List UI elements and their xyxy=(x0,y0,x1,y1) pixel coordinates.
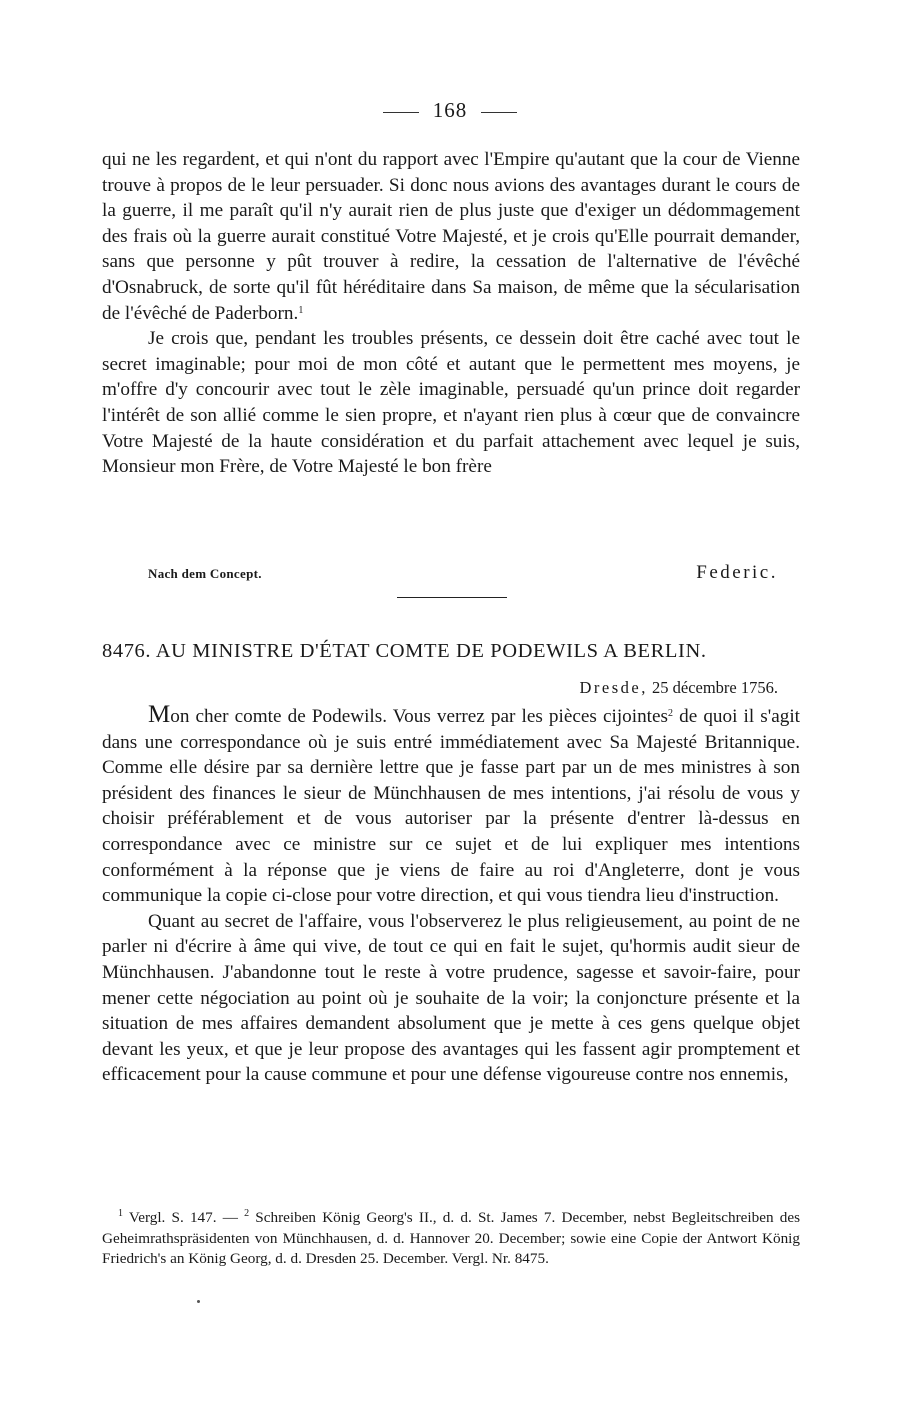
footnote-text: Schreiben König Georg's II., d. d. St. James 7. December, nebst Begleitschreiben des Geheimrathspräsidenten von Münchhausen, d. d. Hannover 20. December; sowie eine Copie der Antwort König Friedrich's an König Georg, d. d. Dresden 25. December. Vergl. Nr. 8475. xyxy=(102,1209,800,1267)
place-date xyxy=(580,678,778,698)
document-heading: 8476. AU MINISTRE D'ÉTAT COMTE DE PODEWILS A BERLIN. xyxy=(102,640,707,662)
footnote-ref: 1 xyxy=(298,304,304,316)
date: 25 décembre 1756. xyxy=(652,678,778,697)
paragraph xyxy=(102,702,800,909)
footnote-ref: 2 xyxy=(668,708,673,719)
previous-letter-body xyxy=(102,147,800,480)
footnotes xyxy=(102,1208,800,1270)
header-dash-right xyxy=(481,112,517,113)
footnote-number: 1 xyxy=(118,1208,123,1219)
footnote xyxy=(102,1208,800,1270)
paragraph-text: qui ne les regardent, et qui n'ont du rapport avec l'Empire qu'autant que la cour de Vienne trouve à propos de le leur persuader. Si donc nous avions des avantages durant le cours de la guerre, il me paraît qu'il n'y aurait rien de plus juste que d'exiger un dédommagement des frais où la guerre aurait constitué Votre Majesté, et je crois qu'Elle pourrait demander, sans que personne y pût trouver à redire, la cessation de l'alternative de l'évêché d'Osnabruck, de sorte qu'il fût héréditaire dans Sa maison, de même que la sécularisation de l'évêché de Paderborn. xyxy=(102,149,800,324)
signature-row xyxy=(148,562,778,588)
section-divider xyxy=(397,597,507,598)
paragraph xyxy=(102,147,800,326)
page-number: 168 xyxy=(432,98,468,122)
paragraph: Je crois que, pendant les troubles présents, ce dessein doit être caché avec tout le secret imaginable; pour moi de mon côté et autant que le permettent mes moyens, je m'offre d'y concourir avec tout le zèle imaginable, persuadé qu'un prince doit regarder l'intérêt de son allié comme le sien propre, et n'ayant rien plus à cœur que de convaincre Votre Majesté de la haute considération et du parfait attachement avec lequel je suis, Monsieur mon Frère, de Votre Majesté le bon frère xyxy=(102,328,800,478)
header-dash-left xyxy=(383,112,419,113)
paragraph-text: Mon cher comte de Podewils. Vous verrez par les pièces cijointes xyxy=(148,701,668,728)
signature: Federic. xyxy=(696,562,778,583)
paragraph: Quant au secret de l'affaire, vous l'observerez le plus religieusement, au point de ne parler ni d'écrire à âme qui vive, de tout ce qui en fait le sujet, qu'hormis audit sieur de Münchhausen. J'abandonne tout le reste à votre prudence, sagesse et savoir-faire, pour mener cette négociation au point où je souhaite de la voir; la conjoncture présente et la situation de mes affaires demandent absolument que je mette à ces gens quelque objet devant les yeux, et que je leur propose des avantages qui les fassent agir promptement et efficacement pour la cause commune et pour une défense vigoureuse contre nos ennemis, xyxy=(102,910,800,1086)
paragraph-text: de quoi il s'agit dans une correspondance où je suis entré immédiatement avec Sa Majesté Britannique. Comme elle désire par sa dernière lettre que je fasse part par un de mes ministres à son président des finances le sieur de Münchhausen de mes intentions, j'ai résolu de vous y choisir préférablement et de vous autoriser par la présente d'entrer là-dessus en correspondance avec ce ministre sur ce sujet et de lui expliquer mes intentions conformément à la réponse que je viens de faire au roi d'Angleterre, dont je vous communique la copie ci-close pour votre direction, et qui vous tiendra lieu d'instruction. xyxy=(102,706,800,907)
footnote-number: 2 xyxy=(244,1208,250,1219)
print-speck xyxy=(197,1300,200,1303)
letter-body xyxy=(102,702,800,1088)
source-note: Nach dem Concept. xyxy=(148,566,262,581)
place: Dresde, xyxy=(579,678,648,697)
footnote-text: Vergl. S. 147. — xyxy=(123,1209,245,1226)
page-header xyxy=(0,98,900,123)
